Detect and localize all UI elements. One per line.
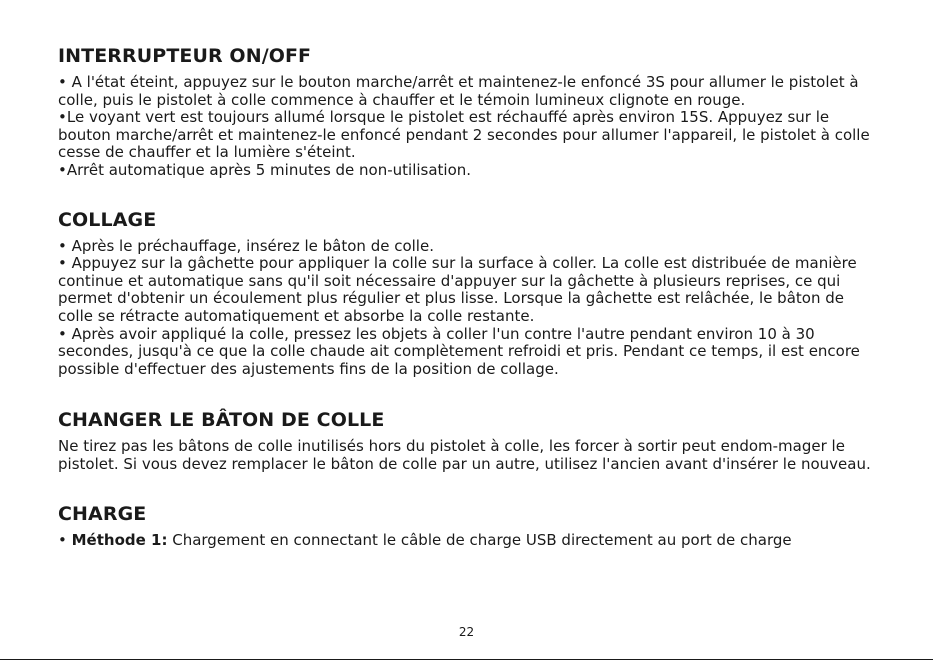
section-title: COLLAGE [58,208,157,231]
bottom-divider [0,659,933,660]
page-content [58,44,883,577]
section-title: CHANGER LE BÂTON DE COLLE [58,409,385,432]
paragraph: •Le voyant vert est toujours allumé lorsque le pistolet est réchauffé après environ 15S. Appuyez sur le bouton marche/arrêt et maintenez-le enfoncé pendant 2 secondes pour allumer l'appareil, le pistolet à colle cesse de chauffer et la lumière s'éteint. [58,108,870,162]
section-charge [58,502,883,550]
method-label: Méthode 1: [71,530,168,549]
paragraph [58,532,883,550]
paragraph: • Après avoir appliqué la colle, pressez les objets à coller l'un contre l'autre pendant environ 10 à 30 secondes, jusqu'à ce que la colle chaude ait complètement refroidi et pris. Pendant ce temps, il est encore possible d'effectuer des ajustements fins de la position de collage. [58,324,860,378]
paragraph: • Après le préchauffage, insérez le bâton de colle. [58,236,434,255]
page-number: 22 [458,625,475,639]
paragraph: • A l'état éteint, appuyez sur le bouton marche/arrêt et maintenez-le enfoncé 3S pour allumer le pistolet à colle, puis le pistolet à colle commence à chauffer et le témoin lumineux clignote en rouge. [58,73,859,109]
paragraph: • Appuyez sur la gâchette pour appliquer la colle sur la surface à coller. La colle est distribuée de manière continue et automatique sans qu'il soit nécessaire d'appuyer sur la gâchette à plusieurs reprises, ce qui permet d'obtenir un écoulement plus régulier et plus lisse. Lorsque la gâchette est relâchée, le bâton de colle se rétracte automatiquement et absorbe la colle restante. [58,254,857,325]
section-title: CHARGE [58,502,147,525]
paragraph: Ne tirez pas les bâtons de colle inutilisés hors du pistolet à colle, les forcer à sortir peut endom-mager le pistolet. Si vous devez remplacer le bâton de colle par un autre, utilisez l'ancien avant d'insérer le nouveau. [58,437,871,473]
section-title: INTERRUPTEUR ON/OFF [58,45,312,67]
section-collage [58,208,883,379]
bullet: • [58,530,72,549]
section-changer-baton [58,408,883,473]
section-interrupteur [58,44,883,180]
method-text: Chargement en connectant le câble de charge USB directement au port de charge [167,530,792,549]
paragraph: •Arrêt automatique après 5 minutes de non-utilisation. [58,160,472,179]
